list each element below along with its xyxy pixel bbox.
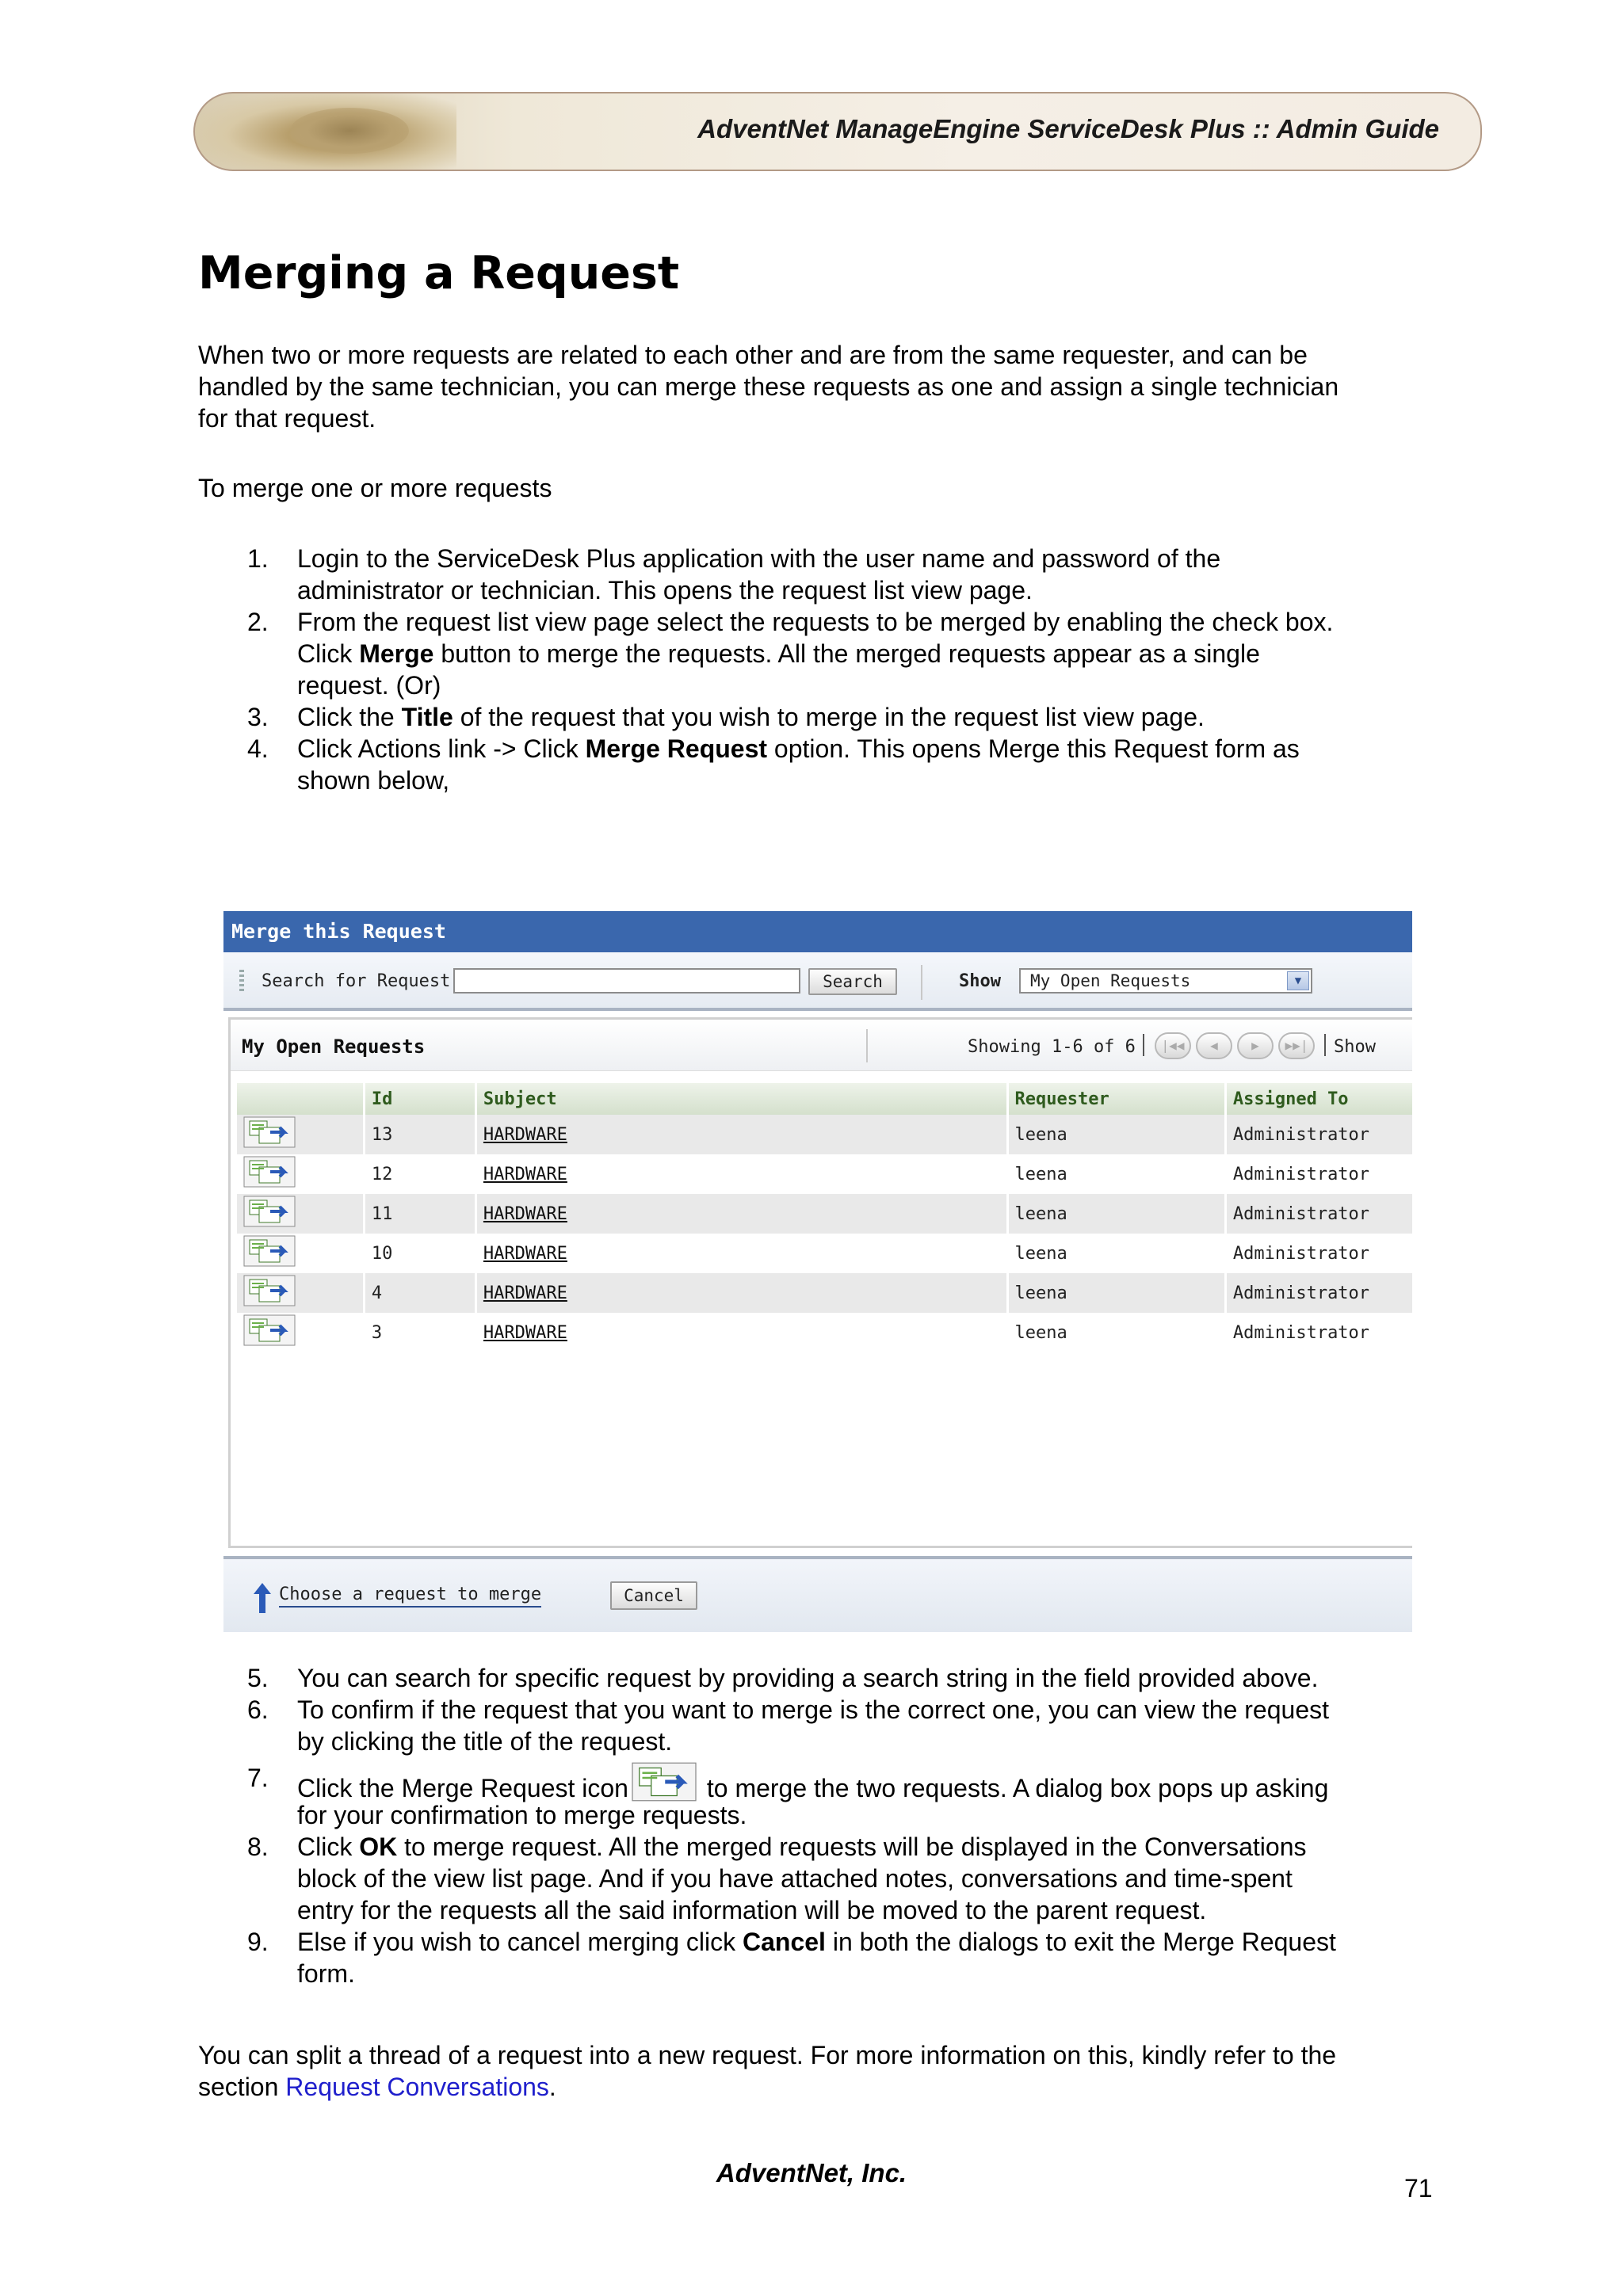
panel-divider: [866, 1029, 868, 1062]
request-assigned-to: Administrator: [1225, 1273, 1412, 1313]
request-subject-link[interactable]: HARDWARE: [475, 1313, 1007, 1352]
request-assigned-to: Administrator: [1225, 1154, 1412, 1194]
merge-request-icon[interactable]: [243, 1156, 296, 1188]
intro-line: for that request.: [198, 404, 376, 433]
table-row: [237, 1234, 1412, 1273]
request-subject-link[interactable]: HARDWARE: [475, 1194, 1007, 1234]
to-merge-text: To merge one or more requests: [198, 474, 552, 502]
request-subject-link[interactable]: HARDWARE: [475, 1154, 1007, 1194]
column-header-requester[interactable]: Requester: [1007, 1083, 1225, 1115]
toolbar-divider: [921, 965, 922, 1000]
request-id: 4: [364, 1273, 475, 1313]
request-conversations-link[interactable]: Request Conversations: [285, 2073, 549, 2101]
request-id: 3: [364, 1313, 475, 1352]
list-item: 7. Click the Merge Request icon to merge the two requests. A dialog box pops up asking for your confirmation to merge requests.: [247, 1764, 1329, 1829]
list-item: 4. Click Actions link -> Click Merge Request option. This opens Merge this Request form as shown below,: [247, 734, 1300, 795]
merge-request-screenshot: [223, 911, 1412, 1632]
page-number: 71: [1404, 2174, 1433, 2203]
request-assigned-to: Administrator: [1225, 1194, 1412, 1234]
list-item: 8. Click OK to merge request. All the merged requests will be displayed in the Conversations block of the view list page. And if you have attached notes, conversations and time-spent entry for the requests all the said information will be moved to the parent request.: [247, 1833, 1307, 1924]
showing-count: Showing 1-6 of 6: [968, 1037, 1136, 1057]
column-header-assigned-to[interactable]: Assigned To: [1225, 1083, 1412, 1115]
requests-panel: [228, 1017, 1412, 1548]
page-heading: Merging a Request: [198, 247, 680, 299]
table-row: [237, 1154, 1412, 1194]
table-row: [237, 1313, 1412, 1352]
table-row: [237, 1115, 1412, 1154]
request-requester: leena: [1007, 1313, 1225, 1352]
arrow-up-icon: [250, 1580, 274, 1615]
header-banner: [193, 92, 1482, 171]
column-header-action: [237, 1083, 364, 1115]
pager-separator: [1324, 1034, 1326, 1056]
merge-request-icon[interactable]: [243, 1275, 296, 1306]
table-row: [237, 1194, 1412, 1234]
prev-page-icon[interactable]: ◀: [1196, 1032, 1232, 1059]
guide-title: AdventNet ManageEngine ServiceDesk Plus :: Admin Guide: [697, 114, 1439, 143]
pager-separator: [1143, 1034, 1144, 1056]
show-per-page-link[interactable]: Show: [1334, 1037, 1376, 1057]
show-label: Show: [959, 971, 1001, 991]
list-item: 9. Else if you wish to cancel merging click Cancel in both the dialogs to exit the Merge Request form.: [247, 1928, 1336, 1988]
last-page-icon[interactable]: ▶▶|: [1278, 1032, 1315, 1059]
next-page-icon[interactable]: ▶: [1237, 1032, 1274, 1059]
request-id: 12: [364, 1154, 475, 1194]
search-label: Search for Request: [262, 971, 451, 991]
toolbar-grip-icon: [239, 970, 244, 994]
request-requester: leena: [1007, 1273, 1225, 1313]
list-item: 1. Login to the ServiceDesk Plus application with the user name and password of the administrator or technician. This opens the request list view page.: [247, 544, 1221, 605]
choose-request-hint: Choose a request to merge: [279, 1585, 541, 1608]
steps-list-1: [198, 543, 1482, 796]
request-requester: leena: [1007, 1194, 1225, 1234]
requests-table: [237, 1083, 1412, 1352]
request-requester: leena: [1007, 1154, 1225, 1194]
list-title: My Open Requests: [242, 1035, 426, 1058]
table-row: [237, 1273, 1412, 1313]
request-requester: leena: [1007, 1115, 1225, 1154]
request-subject-link[interactable]: HARDWARE: [475, 1234, 1007, 1273]
merge-request-icon[interactable]: [243, 1235, 296, 1267]
column-header-id[interactable]: Id: [364, 1083, 475, 1115]
request-assigned-to: Administrator: [1225, 1115, 1412, 1154]
request-subject-link[interactable]: HARDWARE: [475, 1273, 1007, 1313]
search-input[interactable]: [453, 968, 800, 994]
banner-artwork-detail: [290, 108, 409, 154]
list-item: 3. Click the Title of the request that you wish to merge in the request list view page.: [247, 703, 1205, 731]
show-filter-value: My Open Requests: [1030, 971, 1191, 990]
company-footer: AdventNet, Inc.: [716, 2158, 907, 2187]
merge-request-icon[interactable]: [243, 1196, 296, 1227]
request-id: 10: [364, 1234, 475, 1273]
request-requester: leena: [1007, 1234, 1225, 1273]
merge-request-icon[interactable]: [243, 1314, 296, 1346]
request-id: 11: [364, 1194, 475, 1234]
column-header-subject[interactable]: Subject: [475, 1083, 1007, 1115]
request-id: 13: [364, 1115, 475, 1154]
list-item: 2. From the request list view page select the requests to be merged by enabling the check box. Click Merge button to merge the requests. All the merged requests appear as a single request. (Or): [247, 608, 1334, 700]
request-assigned-to: Administrator: [1225, 1234, 1412, 1273]
first-page-icon[interactable]: |◀◀: [1155, 1032, 1191, 1059]
intro-paragraph: [198, 339, 1482, 434]
request-subject-link[interactable]: HARDWARE: [475, 1115, 1007, 1154]
table-header-row: [237, 1083, 1412, 1115]
merge-request-icon[interactable]: [243, 1116, 296, 1148]
cancel-button[interactable]: Cancel: [610, 1581, 697, 1610]
list-item: 5. You can search for specific request by providing a search string in the field provided above.: [247, 1664, 1319, 1692]
split-note: You can split a thread of a request into a new request. For more information on this, kindly refer to the section Request Conversations.: [198, 2041, 1337, 2101]
intro-line: When two or more requests are related to each other and are from the same requester, and can be: [198, 341, 1308, 369]
steps-list-2: [198, 1662, 1482, 1989]
search-button[interactable]: Search: [808, 968, 897, 995]
search-toolbar: [223, 952, 1412, 1011]
dialog-title: Merge this Request: [223, 911, 1412, 952]
request-assigned-to: Administrator: [1225, 1313, 1412, 1352]
panel-header: [231, 1020, 1412, 1071]
intro-line: handled by the same technician, you can merge these requests as one and assign a single technician: [198, 372, 1339, 401]
show-filter-select[interactable]: [1019, 968, 1312, 994]
dialog-footer: [223, 1556, 1412, 1632]
list-item: 6. To confirm if the request that you want to merge is the correct one, you can view the request by clicking the title of the request.: [247, 1695, 1329, 1756]
chevron-down-icon[interactable]: ▼: [1287, 971, 1309, 990]
merge-request-icon: [630, 1762, 698, 1802]
